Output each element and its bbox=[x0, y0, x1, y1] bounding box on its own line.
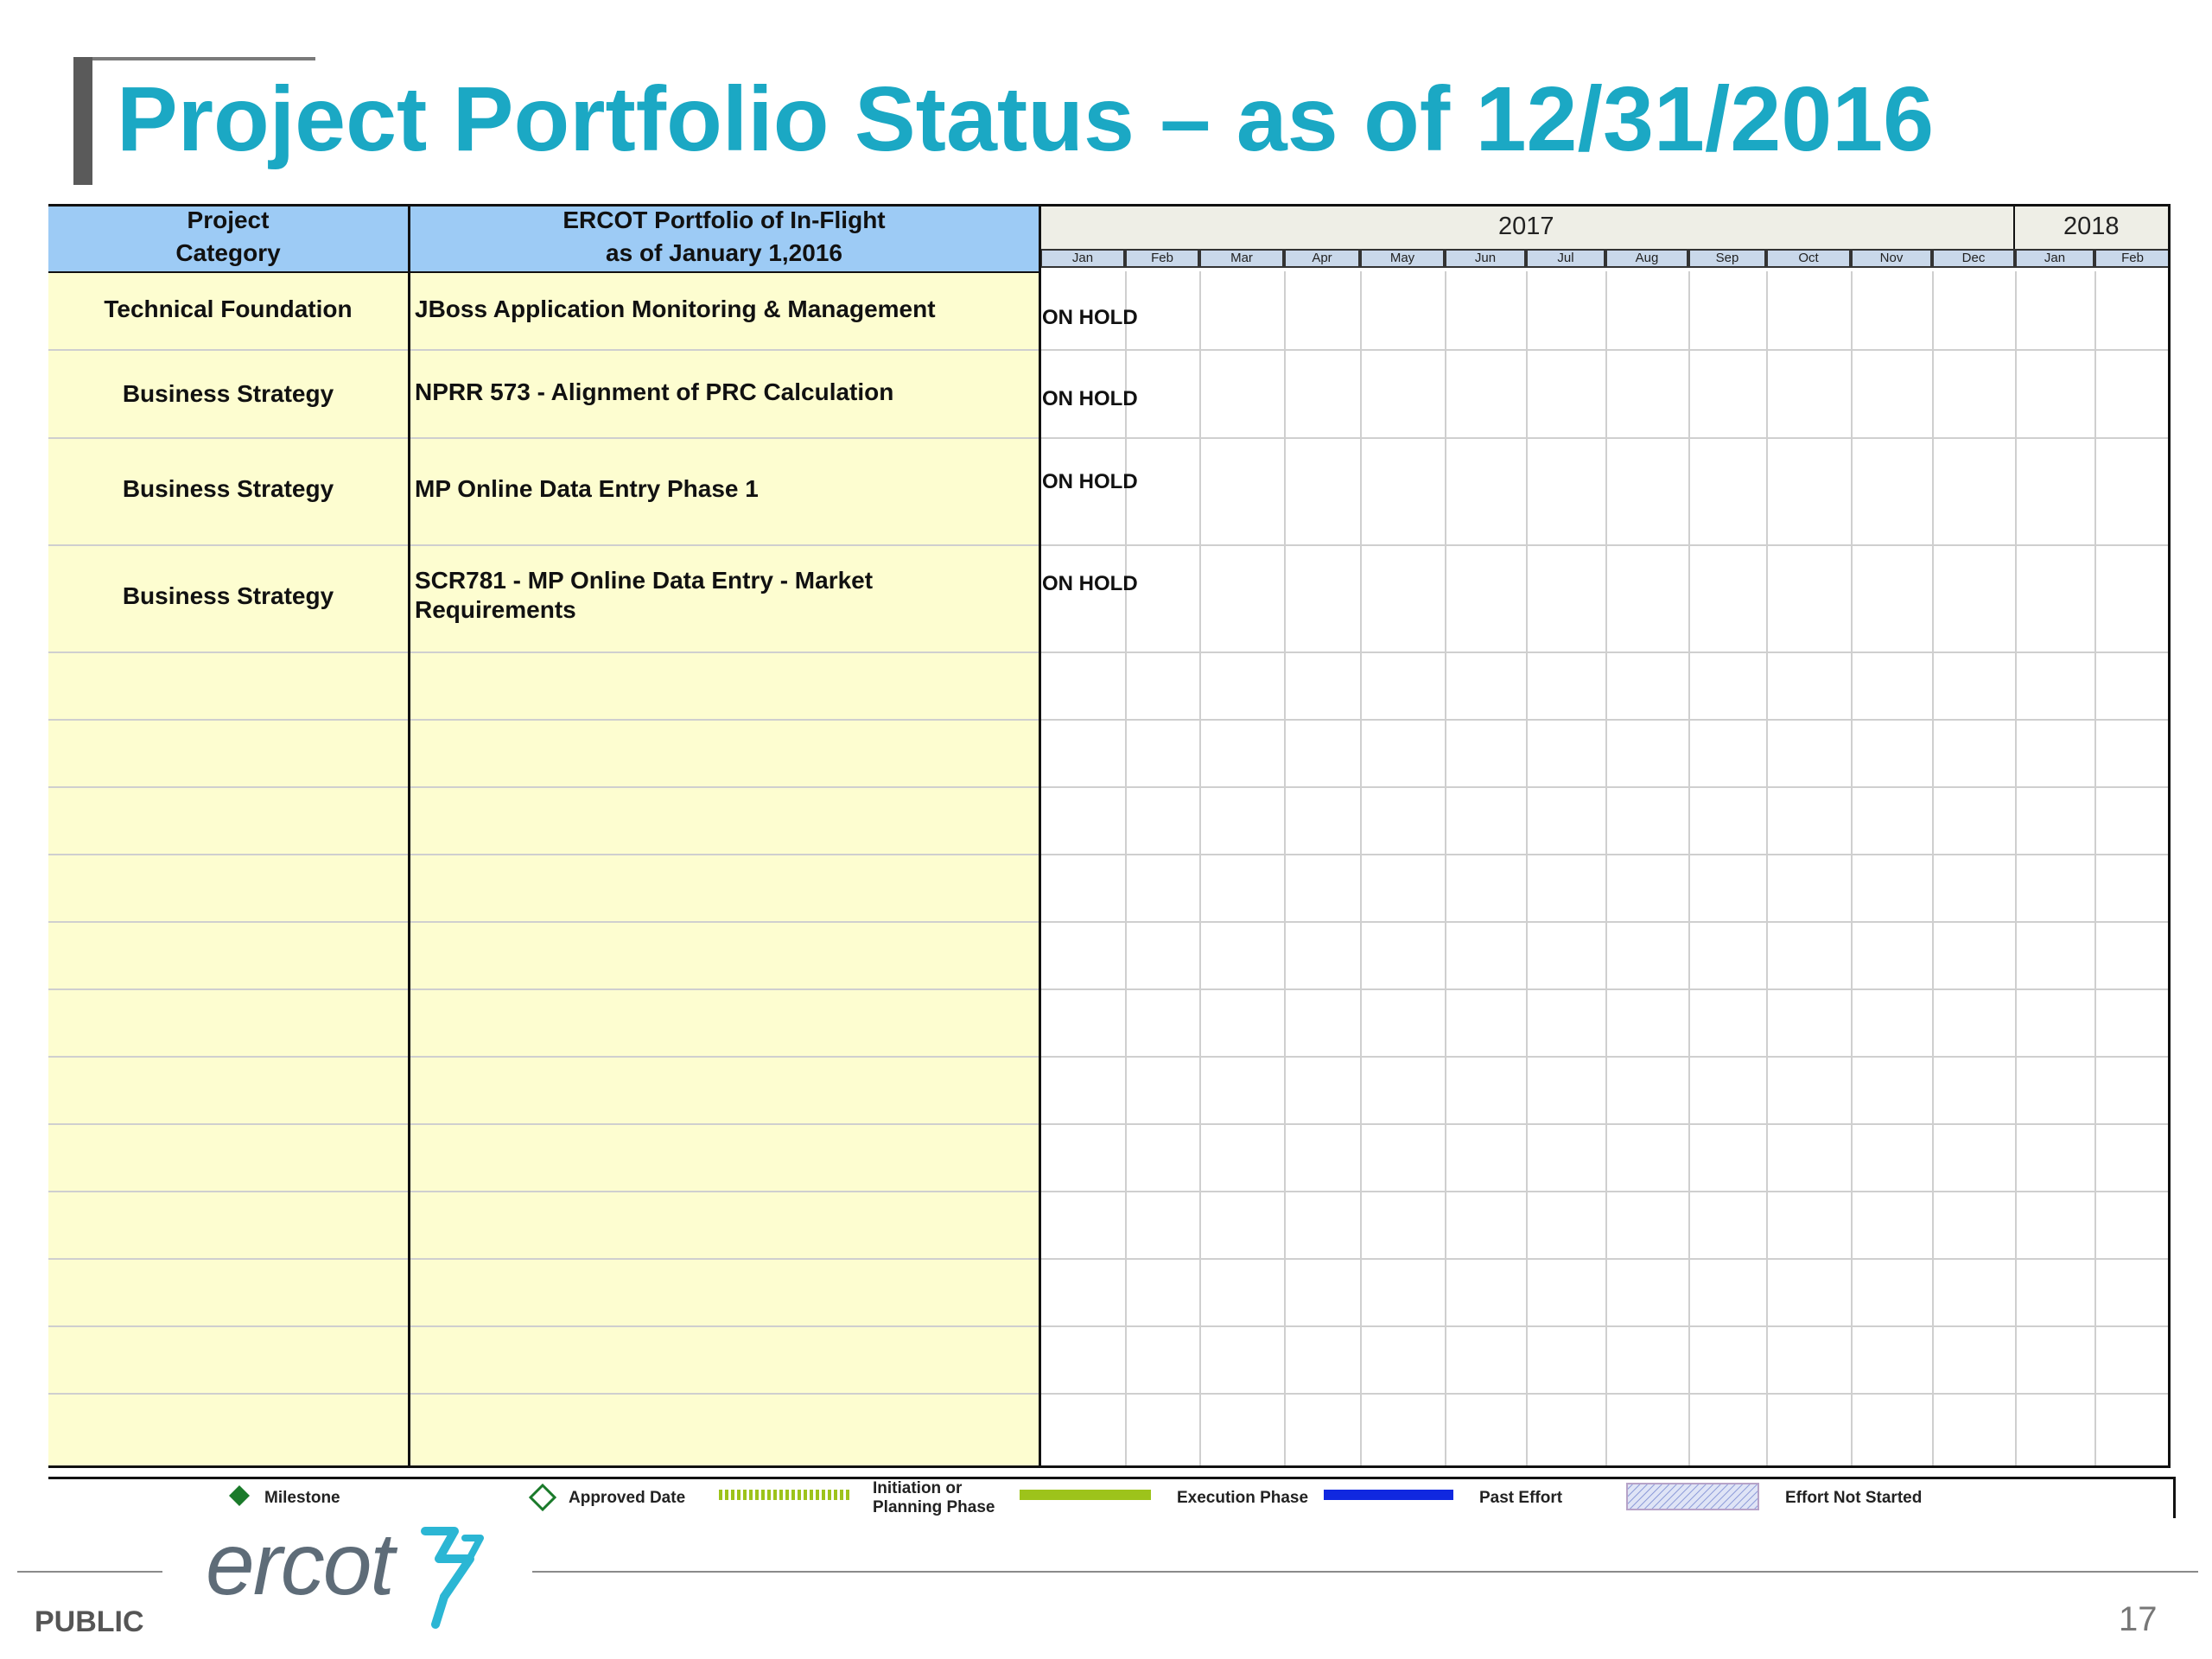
header-portfolio-cell bbox=[410, 204, 1039, 271]
row-project: NPRR 573 - Alignment of PRC Calculation bbox=[415, 378, 894, 405]
execution-phase-swatch bbox=[1020, 1490, 1151, 1500]
legend-approved-date: Approved Date bbox=[569, 1489, 686, 1507]
month-gridline bbox=[1932, 271, 1934, 1467]
row-status: ON HOLD bbox=[1042, 306, 1138, 329]
month-header: May bbox=[1360, 249, 1445, 268]
month-gridline bbox=[1851, 271, 1853, 1467]
month-header: Jan bbox=[1040, 249, 1125, 268]
approved-date-icon bbox=[529, 1484, 556, 1511]
month-gridline bbox=[1766, 271, 1768, 1467]
month-header: Jul bbox=[1526, 249, 1605, 268]
column-divider-portfolio bbox=[1039, 204, 1041, 1467]
past-effort-swatch bbox=[1324, 1490, 1453, 1500]
month-gridline bbox=[1360, 271, 1362, 1467]
page-number: 17 bbox=[2119, 1600, 2158, 1638]
page-title: Project Portfolio Status – as of 12/31/2016 bbox=[117, 68, 1935, 170]
year-2017: 2017 bbox=[1498, 213, 1554, 240]
legend-milestone: Milestone bbox=[264, 1489, 340, 1507]
title-accent-top bbox=[73, 57, 315, 60]
table-border-bottom bbox=[48, 1465, 2171, 1468]
year-divider bbox=[2013, 204, 2015, 249]
month-gridline bbox=[1688, 271, 1690, 1467]
legend bbox=[48, 1477, 2176, 1518]
footer-rule-right bbox=[532, 1571, 2198, 1573]
row-category: Business Strategy bbox=[122, 475, 334, 502]
table-border-right bbox=[2168, 204, 2171, 1467]
month-gridline bbox=[2015, 271, 2017, 1467]
month-header: Jan bbox=[2015, 249, 2094, 268]
classification-label: PUBLIC bbox=[35, 1605, 144, 1638]
row-project-line1: SCR781 - MP Online Data Entry - Market bbox=[415, 567, 874, 594]
ercot-logo-mark-icon bbox=[410, 1522, 493, 1633]
effort-not-started-swatch bbox=[1626, 1483, 1759, 1510]
month-gridline bbox=[2094, 271, 2096, 1467]
row-category: Business Strategy bbox=[122, 582, 334, 609]
row-status: ON HOLD bbox=[1042, 470, 1138, 493]
month-gridline bbox=[1526, 271, 1528, 1467]
month-header: Feb bbox=[2094, 249, 2171, 268]
table-border-top bbox=[48, 204, 2171, 207]
month-gridline bbox=[1199, 271, 1201, 1467]
footer-rule-left bbox=[17, 1571, 162, 1573]
month-header: Sep bbox=[1688, 249, 1766, 268]
header-category-line1: Project bbox=[187, 207, 270, 233]
row-category: Business Strategy bbox=[122, 380, 334, 407]
row-status: ON HOLD bbox=[1042, 572, 1138, 595]
month-gridline bbox=[1605, 271, 1607, 1467]
ercot-logo: ercot bbox=[206, 1515, 393, 1613]
portfolio-table bbox=[48, 204, 2171, 1467]
legend-not-started: Effort Not Started bbox=[1785, 1489, 1923, 1507]
month-header: Mar bbox=[1199, 249, 1284, 268]
title-accent-bar bbox=[73, 57, 92, 185]
legend-initiation-line2: Planning Phase bbox=[873, 1498, 995, 1516]
month-header: Oct bbox=[1766, 249, 1851, 268]
row-project: JBoss Application Monitoring & Management bbox=[415, 296, 936, 322]
month-header: Feb bbox=[1125, 249, 1199, 268]
month-gridline bbox=[1284, 271, 1286, 1467]
header-category-cell bbox=[48, 204, 408, 271]
year-2018: 2018 bbox=[2063, 213, 2120, 240]
month-header: Apr bbox=[1284, 249, 1360, 268]
month-header: Jun bbox=[1445, 249, 1526, 268]
header-portfolio-line2: as of January 1,2016 bbox=[606, 239, 842, 266]
header-bottom-border bbox=[48, 271, 1040, 273]
header-category-line2: Category bbox=[175, 239, 281, 266]
month-gridline bbox=[1125, 271, 1127, 1467]
row-category: Technical Foundation bbox=[104, 296, 353, 322]
table-body-left bbox=[48, 271, 1040, 1467]
month-gridline bbox=[1445, 271, 1446, 1467]
row-project-line2: Requirements bbox=[415, 596, 576, 623]
month-header: Nov bbox=[1851, 249, 1932, 268]
month-header: Dec bbox=[1932, 249, 2015, 268]
column-divider-category bbox=[408, 204, 410, 1467]
header-portfolio-line1: ERCOT Portfolio of In-Flight bbox=[563, 207, 886, 233]
month-header: Aug bbox=[1605, 249, 1688, 268]
milestone-icon bbox=[228, 1484, 251, 1507]
timeline-year-header bbox=[1040, 204, 2171, 249]
legend-past-effort: Past Effort bbox=[1479, 1489, 1563, 1507]
row-status: ON HOLD bbox=[1042, 387, 1138, 410]
legend-initiation-line1: Initiation or bbox=[873, 1479, 963, 1497]
initiation-phase-swatch bbox=[719, 1490, 850, 1500]
legend-execution: Execution Phase bbox=[1177, 1489, 1309, 1507]
row-project: MP Online Data Entry Phase 1 bbox=[415, 475, 759, 502]
